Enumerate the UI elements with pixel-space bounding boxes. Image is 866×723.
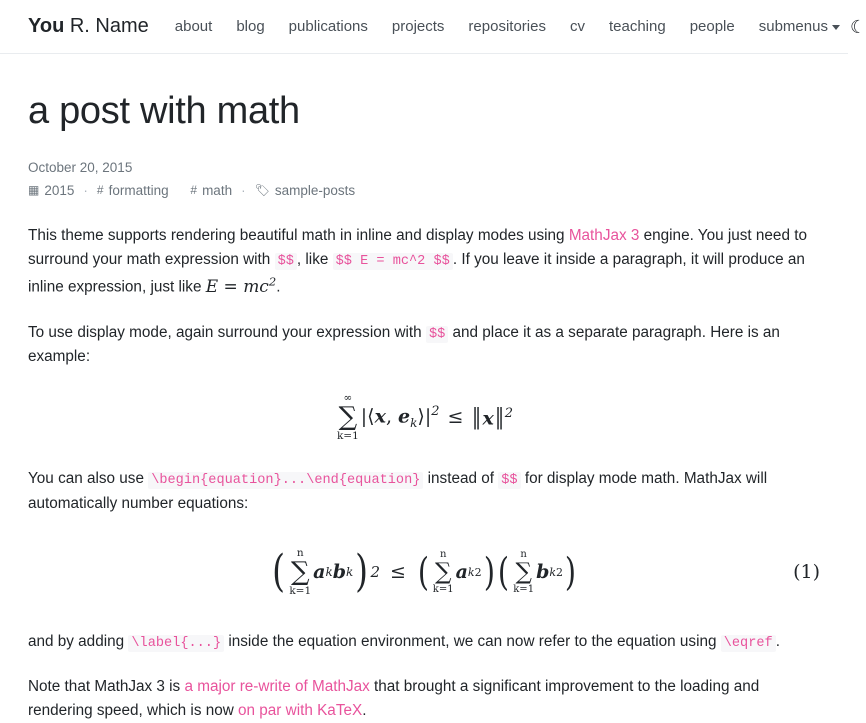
sum-lower-limit: k=1 (513, 583, 535, 595)
meta-separator-2 (178, 183, 182, 198)
eq1-body (361, 404, 440, 430)
code-eqref: \eqref (721, 635, 776, 652)
eq1-var-x: x (374, 405, 386, 428)
code-dollar-1: $$ (275, 253, 297, 270)
code-begin-equation: \begin{equation}...\end{equation} (148, 472, 423, 489)
hash-icon: # (96, 183, 104, 198)
mathjax3-link[interactable]: MathJax 3 (568, 226, 640, 244)
paragraph-5 (28, 675, 820, 723)
nav-link-cv[interactable]: cv (569, 18, 585, 35)
p1-text-b: engine. You just need to surround your math expression with (28, 226, 807, 268)
hash-icon: # (190, 183, 198, 198)
calendar-icon: ▦ (28, 183, 40, 198)
code-dollar-2: $$ (426, 326, 448, 343)
nav-link-blog[interactable]: blog (236, 18, 265, 35)
post-meta (28, 183, 820, 198)
p3-text-b: instead of (423, 470, 499, 488)
paragraph-1 (28, 224, 820, 301)
display-equation-2 (28, 536, 820, 608)
sum-upper-limit: n (439, 548, 447, 560)
paragraph-4 (28, 630, 820, 654)
p5-text-a: Note that MathJax 3 is (28, 677, 185, 695)
eq1-exponent: 2 (431, 404, 440, 420)
eq2-paren-open-2: ( (417, 549, 429, 594)
inline-math-emc2: $E = mc^2$ (205, 274, 277, 297)
eq2-rhs-term-b: b (536, 561, 550, 584)
nav-link-teaching[interactable]: teaching (608, 18, 666, 35)
nav-link-projects[interactable]: projects (391, 18, 445, 35)
page-title: a post with math (28, 90, 300, 132)
meta-separator-3: · (241, 182, 246, 198)
post-date: October 20, 2015 (28, 159, 133, 175)
p5-text-b: that brought a significant improvement to the loading and rendering speed, which is now (28, 677, 760, 719)
navbar (0, 0, 866, 54)
nav-link-about[interactable]: about (174, 18, 213, 35)
sum-upper-limit: ∞ (343, 391, 353, 404)
tag-icon: 🏷 (254, 183, 270, 198)
eq2-paren-close-1: ) (355, 546, 369, 598)
eq2-paren-open-1: ( (272, 546, 286, 598)
eq2-paren-close-2: ) (483, 549, 495, 594)
sum-lower-limit: k=1 (432, 583, 454, 595)
chevron-down-icon (832, 25, 840, 30)
nav-link-submenus-label: submenus (758, 18, 828, 35)
sigma-glyph: ∑ (515, 558, 532, 585)
code-dollar-3: $$ (498, 472, 520, 489)
p1-text-e: . (276, 278, 281, 296)
summation-symbol (337, 393, 359, 442)
meta-tag-formatting-label: formatting (108, 182, 169, 198)
eq2-rhs-term-a: a (455, 561, 468, 584)
eq2-outer-exponent: 2 (370, 563, 381, 582)
eq2-term-b: b (332, 561, 347, 584)
paragraph-3 (28, 467, 820, 516)
moon-icon[interactable]: ☾ (849, 16, 866, 37)
sum-lower-limit: k=1 (336, 430, 359, 443)
summation-symbol (513, 550, 534, 595)
p1-text-a: This theme supports rendering beautiful math in inline and display modes using (28, 226, 569, 244)
eq1-norm-exponent: 2 (504, 405, 514, 421)
eq1-sub-k: k (410, 416, 418, 431)
eq1-close: ⟩| (417, 405, 432, 428)
p5-text-c: . (362, 701, 367, 719)
mathjax-rewrite-link[interactable]: a major re-write of MathJax (184, 677, 370, 695)
katex-link[interactable]: on par with KaTeX (238, 701, 363, 719)
meta-tag-formatting[interactable] (97, 183, 169, 198)
p1-text-d: . If you leave it inside a paragraph, it will produce an inline expression, just like (28, 250, 805, 296)
nav-link-submenus[interactable] (759, 19, 840, 34)
equation-number: (1) (793, 561, 820, 584)
meta-year-label: 2015 (44, 182, 75, 198)
summation-symbol (289, 548, 311, 597)
brand-rest: R. Name (64, 15, 149, 37)
eq2-term-b-sub: k (346, 565, 354, 580)
sum-upper-limit: n (520, 548, 527, 560)
meta-category[interactable] (255, 183, 356, 198)
eq2-rhs-term-b-exp: 2 (556, 565, 564, 579)
p4-text-c: . (775, 633, 780, 651)
meta-category-label: sample-posts (274, 182, 356, 198)
sigma-glyph: ∑ (434, 558, 452, 585)
meta-tag-math[interactable] (190, 183, 232, 198)
nav-link-people[interactable]: people (689, 18, 735, 35)
p1-text-c: , like (296, 250, 333, 268)
sigma-glyph: ∑ (290, 557, 310, 588)
display-equation-1 (28, 389, 820, 445)
nav-link-publications[interactable]: publications (288, 18, 368, 35)
meta-tag-math-label: math (202, 182, 233, 198)
p4-text-b: inside the equation environment, we can now refer to the equation using (224, 633, 721, 651)
eq2-rhs-term-b-sub: k (549, 565, 557, 579)
nav-link-repositories[interactable]: repositories (468, 18, 546, 35)
sum-lower-limit: k=1 (289, 585, 312, 598)
eq2-rhs-term-a-sub: k (467, 565, 475, 579)
p3-text-a: You can also use (28, 470, 149, 488)
p3-text-c: for display mode math. MathJax will automatically number equations: (28, 470, 768, 512)
code-label: \label{...} (128, 635, 224, 652)
summation-symbol (433, 550, 454, 595)
meta-separator-1: · (83, 182, 88, 198)
eq2-paren-open-3: ( (498, 549, 510, 594)
eq1-open: |⟨ (360, 405, 375, 428)
meta-year[interactable] (28, 183, 74, 198)
eq1-comma: , (385, 405, 399, 428)
brand-strong: You (28, 15, 65, 37)
p2-text-b: and place it as a separate paragraph. Here is an example: (28, 323, 780, 366)
eq1-norm-var: x (482, 407, 494, 430)
p2-text-a: To use display mode, again surround your expression with (28, 323, 426, 341)
paragraph-2 (28, 321, 820, 370)
sum-upper-limit: n (296, 546, 304, 559)
eq2-paren-close-3: ) (564, 549, 577, 594)
code-emc2: $$ E = mc^2 $$ (333, 253, 453, 270)
eq2-term-a: a (313, 561, 326, 584)
eq1-var-e: e (398, 405, 411, 428)
eq1-relation: ≤ (447, 406, 464, 429)
sigma-glyph: ∑ (338, 402, 358, 433)
site-brand[interactable] (28, 15, 149, 38)
eq1-norm: ‖x‖$^2$ (472, 405, 514, 431)
eq2-relation: ≤ (390, 561, 406, 584)
eq2-term-a-sub: k (325, 565, 333, 580)
post-content (0, 54, 848, 723)
nav-links (175, 19, 840, 34)
eq2-rhs-term-a-exp: 2 (474, 565, 482, 579)
p4-text-a: and by adding (28, 633, 129, 651)
